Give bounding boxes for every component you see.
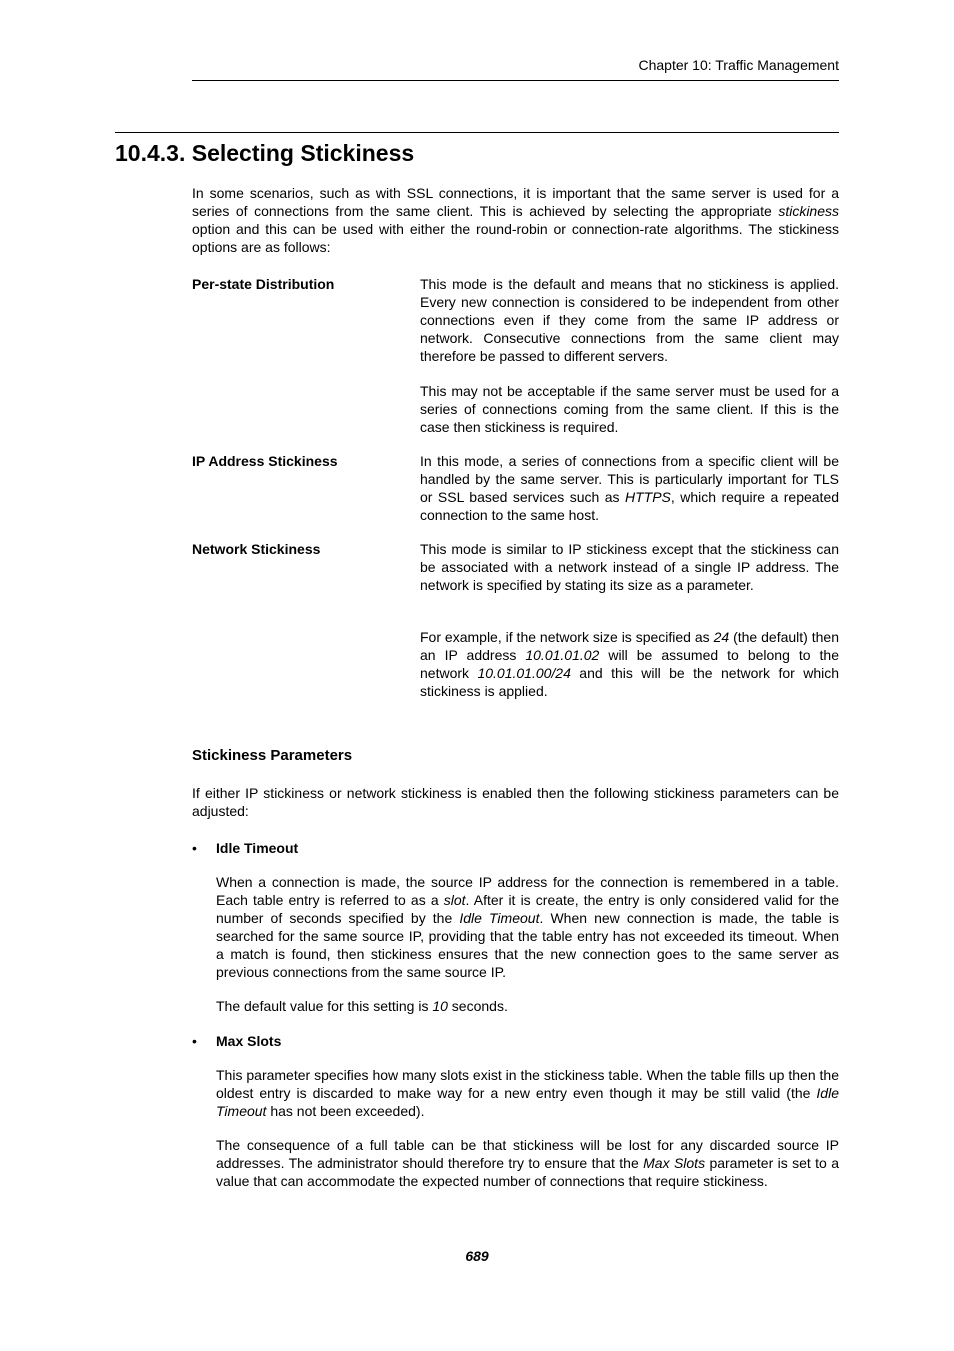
section-title: 10.4.3. Selecting Stickiness [115, 140, 415, 166]
bullet-idle-timeout: • [192, 840, 197, 856]
def-network-p2: For example, if the network size is specified as 24 (the default) then an IP address 10.01.01.02 will be assumed to belong to the network 10.01.01.00/24 and this will be the network for which stickiness is applied. [420, 629, 839, 699]
def-per-state-p1: This mode is the default and means that no stickiness is applied. Every new connection is considered to be independent from other connections even if they come from the same IP address or network. Consecutive connections from the same client may therefore be passed to different servers. [420, 276, 839, 364]
max-slots-description: This parameter specifies how many slots exist in the stickiness table. When the table fills up then the oldest entry is discarded to make way for a new entry even though it may be still valid (the Idle Timeout has not been exceeded). [216, 1067, 839, 1119]
page-number: 689 [465, 1248, 489, 1264]
bullet-max-slots: • [192, 1033, 197, 1049]
def-network-p1: This mode is similar to IP stickiness except that the stickiness can be associated with a network instead of a single IP address. The network is specified by stating its size as a parameter. [420, 541, 839, 593]
chapter-title: Chapter 10: Traffic Management [638, 57, 839, 73]
term-ip-address-stickiness: IP Address Stickiness [192, 453, 338, 469]
term-network-stickiness: Network Stickiness [192, 541, 321, 557]
idle-timeout-description: When a connection is made, the source IP address for the connection is remembered in a table. Each table entry is referred to as a slot. After it is create, the entry is only considered valid for the number of seconds specified by the Idle Timeout. When new connection is made, the table is searched for the same source IP, providing that the table entry has not exceeded its timeout. When a match is found, then stickiness ensures that the new connection goes to the same server as previous connections from the same source IP. [216, 874, 840, 980]
intro-paragraph: In some scenarios, such as with SSL connections, it is important that the same server is used for a series of connections from the same client. This is achieved by selecting the appropriate stickiness option and this can be used with either the round-robin or connection-rate algorithms. The stickiness options are as follows: [192, 185, 839, 255]
term-per-state-distribution: Per-state Distribution [192, 276, 335, 292]
max-slots-title: Max Slots [216, 1033, 282, 1049]
parameters-intro: If either IP stickiness or network stickiness is enabled then the following stickiness parameters can be adjusted: [192, 785, 839, 819]
def-ip-address-stickiness: In this mode, a series of connections from a specific client will be handled by the same server. This is particularly important for TLS or SSL based services such as HTTPS, which require a repeated connection to the same host. [420, 453, 840, 523]
stickiness-parameters-heading: Stickiness Parameters [192, 747, 353, 764]
max-slots-consequence: The consequence of a full table can be that stickiness will be lost for any discarded source IP addresses. The administrator should therefore try to ensure that the Max Slots parameter is set to a value that can accommodate the expected number of connections that require stickiness. [216, 1137, 839, 1189]
def-per-state-p2: This may not be acceptable if the same server must be used for a series of connections coming from the same client. If this is the case then stickiness is required. [420, 383, 839, 435]
idle-timeout-title: Idle Timeout [216, 840, 299, 856]
idle-timeout-default: The default value for this setting is 10 seconds. [216, 998, 508, 1014]
section-rule [115, 132, 839, 133]
running-header [192, 55, 839, 81]
